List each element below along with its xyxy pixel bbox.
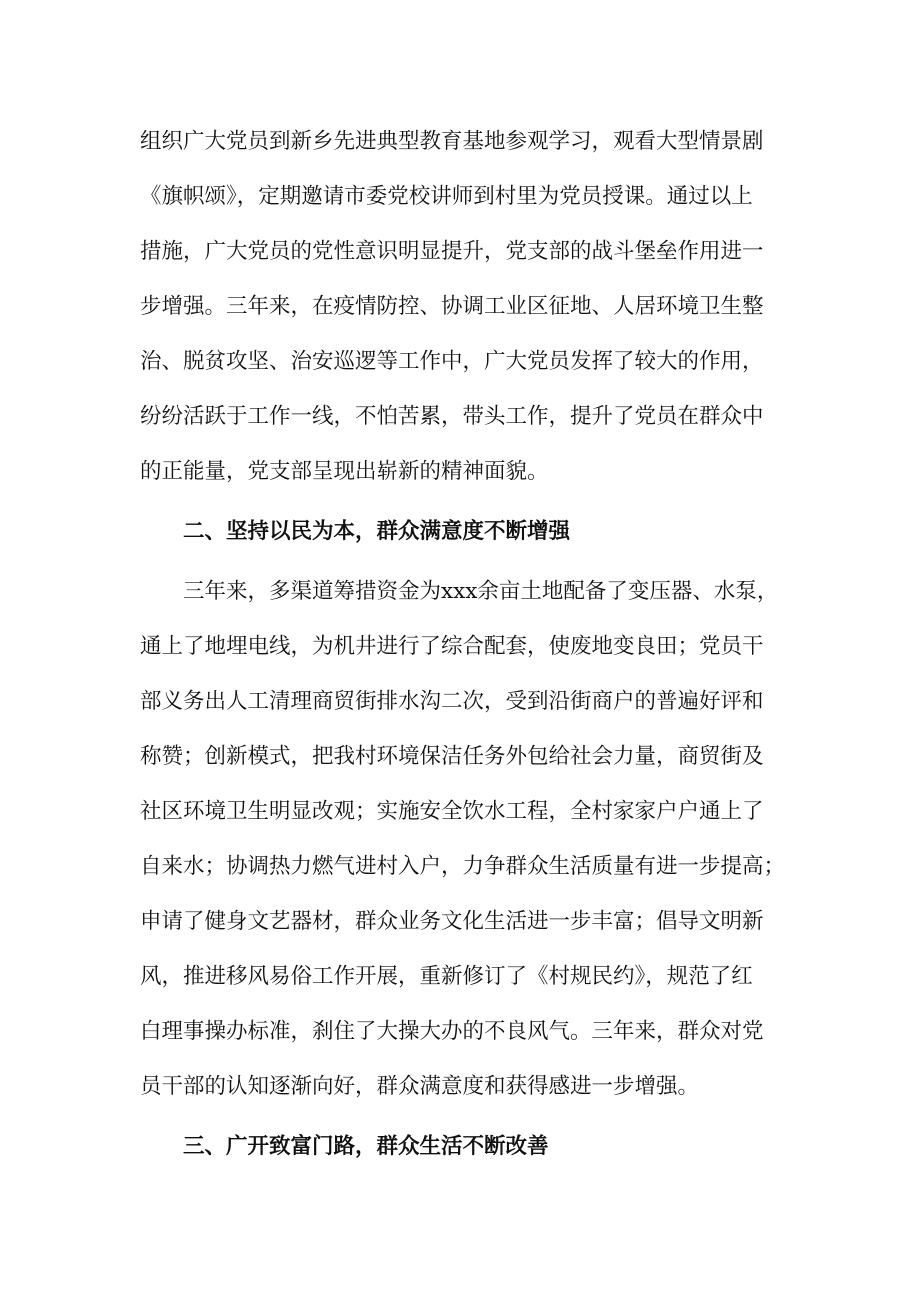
- section-heading-3: 三、广开致富门路，群众生活不断改善: [183, 1134, 549, 1159]
- text-line: 风，推进移风易俗工作开展，重新修订了《村规民约》，规范了红: [140, 964, 753, 989]
- text-line: 的正能量，党支部呈现出崭新的精神面貌。: [140, 459, 549, 484]
- paragraph-party-education: [140, 114, 780, 499]
- text-line: 《旗帜颂》，定期邀请市委党校讲师到村里为党员授课。通过以上: [140, 184, 753, 209]
- text-line: 治、脱贫攻坚、治安巡逻等工作中，广大党员发挥了较大的作用，: [140, 349, 764, 374]
- text-line: 步增强。三年来，在疫情防控、协调工业区征地、人居环境卫生整: [140, 294, 764, 319]
- text-line: 部义务出人工清理商贸街排水沟二次，受到沿街商户的普遍好评和: [140, 689, 764, 714]
- text-line: 纷纷活跃于工作一线，不怕苦累，带头工作，提升了党员在群众中: [140, 404, 764, 429]
- text-line: 自来水；协调热力燃气进村入户，力争群众生活质量有进一步提高；: [140, 854, 786, 879]
- text-line: 通上了地埋电线，为机井进行了综合配套，使废地变良田；党员干: [140, 634, 764, 659]
- paragraph-people-satisfaction: [140, 564, 786, 1114]
- text-line: 三年来，多渠道筹措资金为xxx余亩土地配备了变压器、水泵，: [183, 579, 779, 604]
- text-line: 称赞；创新模式，把我村环境保洁任务外包给社会力量，商贸街及: [140, 744, 764, 769]
- document-body: [140, 114, 786, 1174]
- section-heading-2: 二、坚持以民为本，群众满意度不断增强: [183, 519, 571, 544]
- text-line: 社区环境卫生明显改观；实施安全饮水工程，全村家家户户通上了: [140, 799, 764, 824]
- text-line: 员干部的认知逐渐向好，群众满意度和获得感进一步增强。: [140, 1074, 700, 1099]
- text-line: 申请了健身文艺器材，群众业务文化生活进一步丰富；倡导文明新: [140, 909, 764, 934]
- text-line: 措施，广大党员的党性意识明显提升，党支部的战斗堡垒作用进一: [140, 239, 764, 264]
- text-line: 组织广大党员到新乡先进典型教育基地参观学习，观看大型情景剧: [140, 129, 764, 154]
- text-line: 白理事操办标准，刹住了大操大办的不良风气。三年来，群众对党: [140, 1019, 764, 1044]
